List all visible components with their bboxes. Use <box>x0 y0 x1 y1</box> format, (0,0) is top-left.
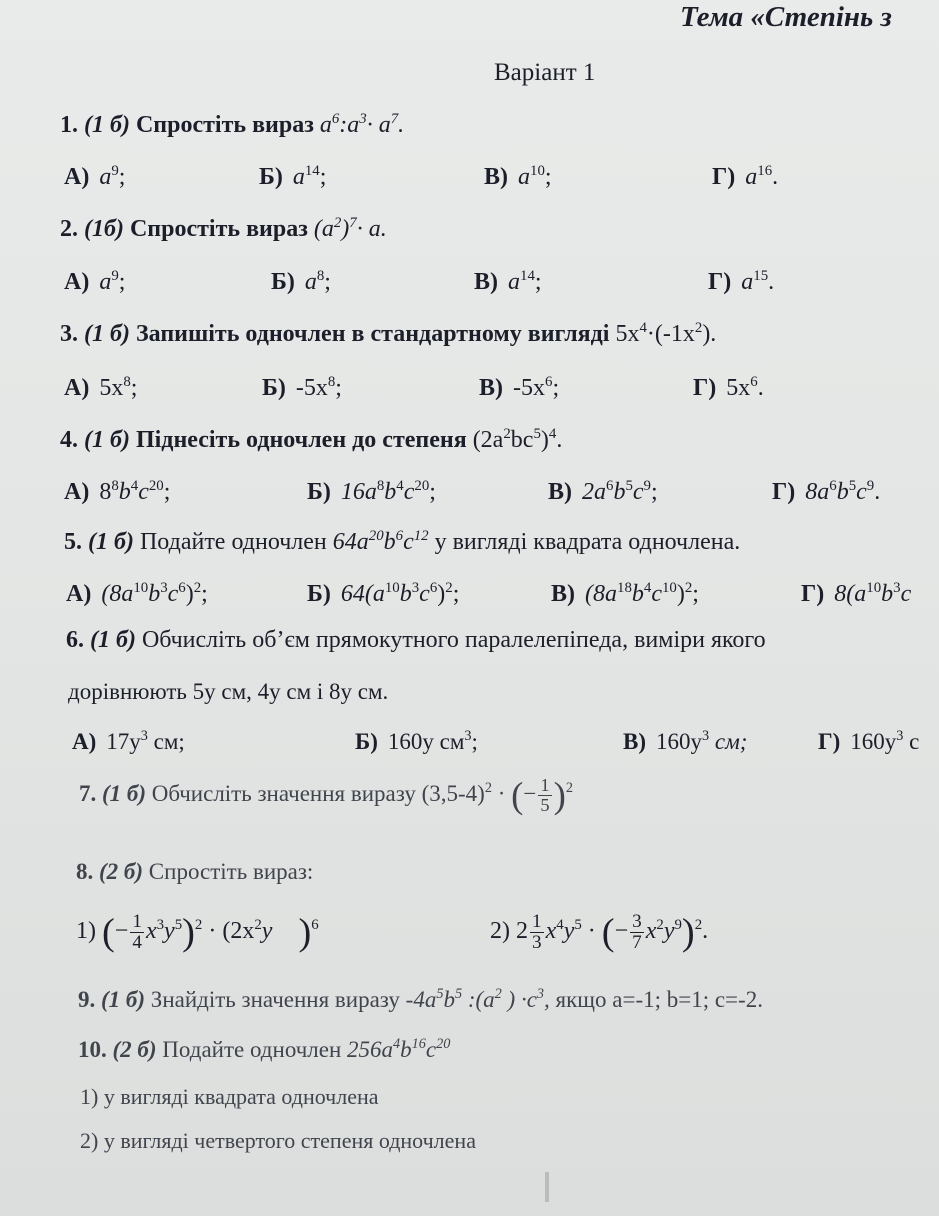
q5-option-c[interactable]: В) $(8a^{18}b^4c^{10})^2$; <box>551 579 699 607</box>
q4-option-b[interactable]: Б) $16a^8b^4c^{20}$; <box>307 477 436 505</box>
question-9: 9. (1 б) Знайдіть значення виразу $-4a^5b^5$ $:(a^2$ ) $\cdot c^3$, якщо a=-1; b=1; c=-2. <box>78 986 763 1012</box>
variant-title: Варіант 1 <box>494 59 596 86</box>
q10-expression: $256a^4b^{16}c^{20}$ <box>347 1036 451 1062</box>
q5-expression: $64a^{20}b^6c^{12}$ <box>332 527 429 555</box>
question-3: 3. (1 б) Запишіть одночлен в стандартному вигляді $5x^4\cdot(-1x^2)$. <box>60 319 717 347</box>
question-6-line-2: дорівнюють 5y см, 4y см і 8y см. <box>68 679 389 704</box>
q1-option-a[interactable]: А) $a^9$; <box>64 162 126 190</box>
q1-option-c[interactable]: В) $a^{10}$; <box>484 162 552 190</box>
pencil-mark <box>545 1172 549 1202</box>
q9-expression: $-4a^5b^5$ $:(a^2$ ) $\cdot c^3$, <box>405 986 550 1012</box>
question-8: 8. (2 б) Спростіть вираз: <box>76 859 314 884</box>
q2-option-d[interactable]: Г) $a^{15}$. <box>708 267 775 295</box>
q6-option-d[interactable]: Г) $160y^3$ с <box>818 728 920 754</box>
question-2: 2. (1б) Спростіть вираз $(a^2)^7\cdot a$. <box>60 214 387 242</box>
q4-option-a[interactable]: А) $8^8b^4c^{20}$; <box>64 477 171 505</box>
q2-option-a[interactable]: А) $a^9$; <box>64 267 126 295</box>
q2-option-b[interactable]: Б) $a^8$; <box>271 267 331 295</box>
q3-expression: $5x^4\cdot(-1x^2)$. <box>615 319 717 347</box>
q4-expression: $(2a^2bc^5)^4$. <box>472 425 563 453</box>
question-5: 5. (1 б) Подайте одночлен $64a^{20}b^6c^{12}$ у вигляді квадрата одночлена. <box>64 527 741 555</box>
q3-option-a[interactable]: А) $5x^8$; <box>64 373 138 401</box>
question-1: 1. (1 б) Спростіть вираз $a^6:a^3\cdot a^7$. <box>60 110 405 138</box>
q5-option-b[interactable]: Б) $64(a^{10}b^3c^6)^2$; <box>307 579 460 607</box>
q4-option-d[interactable]: Г) $8a^6b^5c^9$. <box>772 477 881 505</box>
q7-expression: $(3,5-4)^2$ · (− $\frac{1}{5}$ )$^2$ <box>421 774 573 816</box>
question-7: 7. (1 б) Обчисліть значення виразу $(3,5-4)^2$ · (− $\frac{1}{5}$ )$^2$ <box>79 774 573 816</box>
q5-option-d[interactable]: Г) $8(a^{10}b^3c$ <box>801 579 912 607</box>
q10-sub-1: 1) у вигляді квадрата одночлена <box>80 1084 379 1109</box>
question-10: 10. (2 б) Подайте одночлен $256a^4b^{16}c^{20}$ <box>78 1036 451 1062</box>
q5-option-a[interactable]: А) $(8a^{10}b^3c^6)^2$; <box>66 579 208 607</box>
q2-option-c[interactable]: В) $a^{14}$; <box>474 267 542 295</box>
q8-part-2: 2) 2 $\frac{1}{3}$ $x^4y^5$ · (− $\frac{3}{7}$ $x^2y^9)^2$. <box>490 911 709 954</box>
q10-sub-2: 2) у вигляді четвертого степеня одночлена <box>80 1128 476 1153</box>
q2-expression: $(a^2)^7\cdot a$. <box>313 214 387 242</box>
q4-option-c[interactable]: В) $2a^6b^5c^9$; <box>548 477 658 505</box>
q3-option-b[interactable]: Б) $-5x^8$; <box>262 373 342 401</box>
topic-title: Тема «Степінь з <box>680 1 892 33</box>
q6-option-a[interactable]: А) $17y^3$ см; <box>72 728 185 754</box>
q1-option-b[interactable]: Б) $a^{14}$; <box>259 162 327 190</box>
question-6: 6. (1 б) Обчисліть об’єм прямокутного паралелепіпеда, виміри якого <box>66 627 766 653</box>
q6-option-b[interactable]: Б) 160y $см^3$; <box>355 728 478 754</box>
q3-option-d[interactable]: Г) $5x^6$. <box>693 373 764 401</box>
fraction-one-fifth: $\frac{1}{5}$ <box>540 775 550 816</box>
q8-part-1: 1) (− $\frac{1}{4}$ $x^3y^5)^2 \cdot (2x^2y$ )$^6$ <box>76 911 319 954</box>
question-4: 4. (1 б) Піднесіть одночлен до степеня $(2a^2bc^5)^4$. <box>60 425 563 453</box>
q6-option-c[interactable]: В) $160y^3$ см; <box>623 728 748 754</box>
q1-expression: $a^6:a^3\cdot a^7$. <box>319 110 405 138</box>
q1-option-d[interactable]: Г) $a^{16}$. <box>712 162 779 190</box>
q3-option-c[interactable]: В) $-5x^6$; <box>479 373 560 401</box>
